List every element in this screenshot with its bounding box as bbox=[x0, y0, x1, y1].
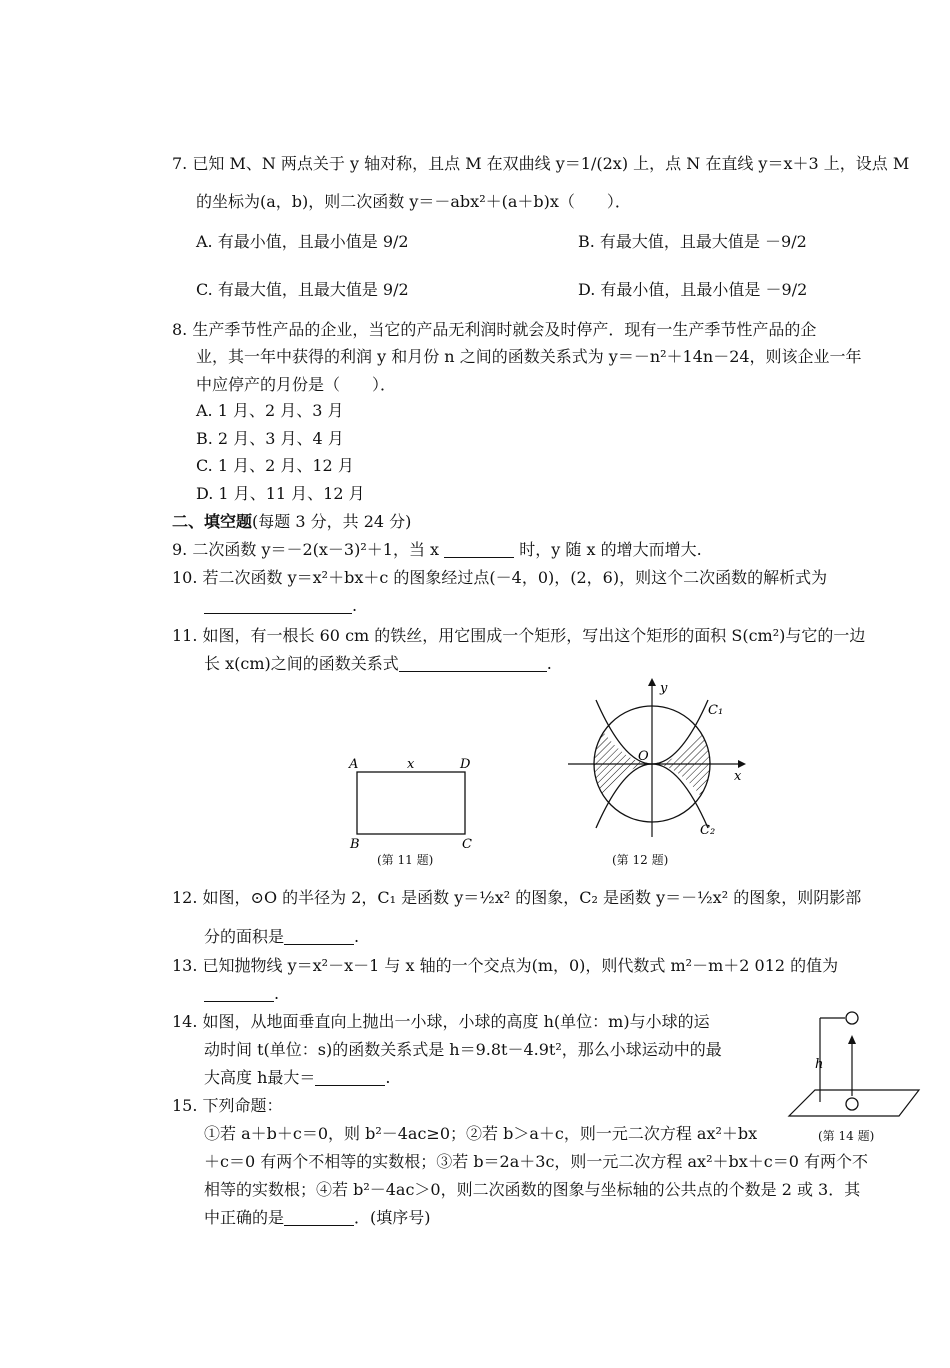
q7-option-a: A. 有最小值，且最小值是 9/2 bbox=[196, 232, 409, 251]
motion-arrow-icon bbox=[848, 1035, 856, 1044]
q7-option-b: B. 有最大值，且最大值是 －9/2 bbox=[578, 232, 807, 251]
label-b: B bbox=[350, 837, 360, 850]
q8-option-d: D. 1 月、11 月、12 月 bbox=[196, 484, 365, 503]
q14-end: . bbox=[385, 1068, 391, 1087]
figure-12-caption: (第 12 题) bbox=[612, 853, 669, 867]
label-c2: C₂ bbox=[700, 823, 716, 838]
ball-ground-icon bbox=[846, 1098, 858, 1110]
q10-answer-blank[interactable] bbox=[204, 597, 352, 614]
label-x: x bbox=[407, 757, 415, 772]
q8-option-b: B. 2 月、3 月、4 月 bbox=[196, 429, 344, 448]
q12-line1: 12. 如图，⊙O 的半径为 2，C₁ 是函数 y＝½x² 的图象，C₂ 是函数 y＝－½x² 的图象，则阴影部 bbox=[172, 888, 862, 907]
q7-option-c: C. 有最大值，且最大值是 9/2 bbox=[196, 280, 409, 299]
q10-line1: 10. 若二次函数 y＝x²＋bx＋c 的图象经过点(－4，0)，(2，6)，则这个二次函数的解析式为 bbox=[172, 568, 828, 587]
q15-text-after: ．(填序号) bbox=[354, 1208, 431, 1227]
q11-end: . bbox=[546, 654, 552, 673]
q13-end: . bbox=[274, 984, 280, 1003]
q14-text-before: 大高度 h最大＝ bbox=[204, 1068, 316, 1087]
q7-option-d: D. 有最小值，且最小值是 －9/2 bbox=[578, 280, 808, 299]
section-2-title: 二、填空题 bbox=[172, 512, 253, 531]
q15-line5 bbox=[204, 1206, 431, 1230]
q8-line1: 8. 生产季节性产品的企业，当它的产品无利润时就会及时停产．现有一生产季节性产品的企 bbox=[172, 320, 817, 339]
q7-line1: 7. 已知 M、N 两点关于 y 轴对称，且点 M 在双曲线 y＝1/(2x) 上，点 N 在直线 y＝x＋3 上，设点 M bbox=[172, 154, 910, 173]
q14-line3 bbox=[204, 1066, 391, 1090]
q8-line2: 业，其一年中获得的利润 y 和月份 n 之间的函数关系式为 y＝－n²＋14n－24，则该企业一年 bbox=[196, 347, 862, 366]
label-a: A bbox=[349, 757, 359, 772]
q15-line1: 15. 下列命题： bbox=[172, 1096, 283, 1115]
q9-line bbox=[172, 538, 702, 562]
x-axis-arrow-icon bbox=[738, 760, 746, 768]
label-o: O bbox=[638, 749, 649, 764]
q15-answer-blank[interactable] bbox=[284, 1209, 354, 1226]
section-2-note: (每题 3 分，共 24 分) bbox=[252, 512, 412, 531]
y-axis-arrow-icon bbox=[648, 678, 656, 686]
q14-line1: 14. 如图，从地面垂直向上抛出一小球，小球的高度 h(单位：m)与小球的运 bbox=[172, 1012, 710, 1031]
q13-line2 bbox=[204, 982, 279, 1006]
label-x: x bbox=[734, 769, 742, 784]
figure-11-rectangle bbox=[340, 750, 480, 850]
label-h: h bbox=[815, 1057, 824, 1072]
q9-text-after: 时，y 随 x 的增大而增大. bbox=[519, 540, 702, 559]
label-c: C bbox=[462, 837, 472, 850]
label-c1: C₁ bbox=[708, 703, 724, 718]
q12-end: . bbox=[354, 927, 360, 946]
q15-line2: ①若 a＋b＋c＝0，则 b²－4ac≥0；②若 b＞a＋c，则一元二次方程 ax²＋bx bbox=[204, 1124, 758, 1143]
q8-line3: 中应停产的月份是（ ）． bbox=[196, 375, 397, 394]
q10-end: . bbox=[352, 596, 358, 615]
q8-option-c: C. 1 月、2 月、12 月 bbox=[196, 456, 354, 475]
q10-line2 bbox=[204, 594, 357, 618]
q11-line1: 11. 如图，有一根长 60 cm 的铁丝，用它围成一个矩形，写出这个矩形的面积 S(cm²)与它的一边 bbox=[172, 626, 866, 645]
ball-top-icon bbox=[846, 1012, 858, 1024]
q12-answer-blank[interactable] bbox=[284, 928, 354, 945]
q9-text-before: 9. 二次函数 y＝－2(x－3)²＋1，当 x bbox=[172, 540, 440, 559]
figure-11-caption: (第 11 题) bbox=[377, 853, 434, 867]
q13-line1: 13. 已知抛物线 y＝x²－x－1 与 x 轴的一个交点为(m，0)，则代数式 m²－m＋2 012 的值为 bbox=[172, 956, 839, 975]
q12-text-before: 分的面积是 bbox=[204, 927, 285, 946]
q12-line2 bbox=[204, 925, 359, 949]
label-d: D bbox=[460, 757, 471, 772]
q15-line3: ＋c＝0 有两个不相等的实数根；③若 b＝2a＋3c，则一元二次方程 ax²＋bx＋c＝0 有两个不 bbox=[204, 1152, 868, 1171]
q11-text-before: 长 x(cm)之间的函数关系式 bbox=[204, 654, 399, 673]
figure-12-circle-parabolas bbox=[560, 672, 760, 842]
figure-14-caption: (第 14 题) bbox=[818, 1129, 875, 1143]
q14-line2: 动时间 t(单位：s)的函数关系式是 h＝9.8t－4.9t²，那么小球运动中的最 bbox=[204, 1040, 722, 1059]
q15-text-before: 中正确的是 bbox=[204, 1208, 285, 1227]
q15-line4: 相等的实数根；④若 b²－4ac＞0，则二次函数的图象与坐标轴的公共点的个数是 2 或 3．其 bbox=[204, 1180, 861, 1199]
label-y: y bbox=[660, 681, 668, 696]
q7-line2: 的坐标为(a，b)，则二次函数 y＝－abx²＋(a＋b)x（ ）． bbox=[196, 192, 631, 211]
q9-answer-blank[interactable] bbox=[444, 541, 514, 558]
figure-14-ball-throw bbox=[785, 1006, 925, 1122]
q11-line2 bbox=[204, 652, 552, 676]
q13-answer-blank[interactable] bbox=[204, 985, 274, 1002]
rectangle-shape bbox=[357, 772, 465, 834]
section-2-header bbox=[172, 510, 411, 534]
q14-answer-blank[interactable] bbox=[315, 1069, 385, 1086]
q11-answer-blank[interactable] bbox=[399, 655, 547, 672]
q8-option-a: A. 1 月、2 月、3 月 bbox=[196, 401, 344, 420]
